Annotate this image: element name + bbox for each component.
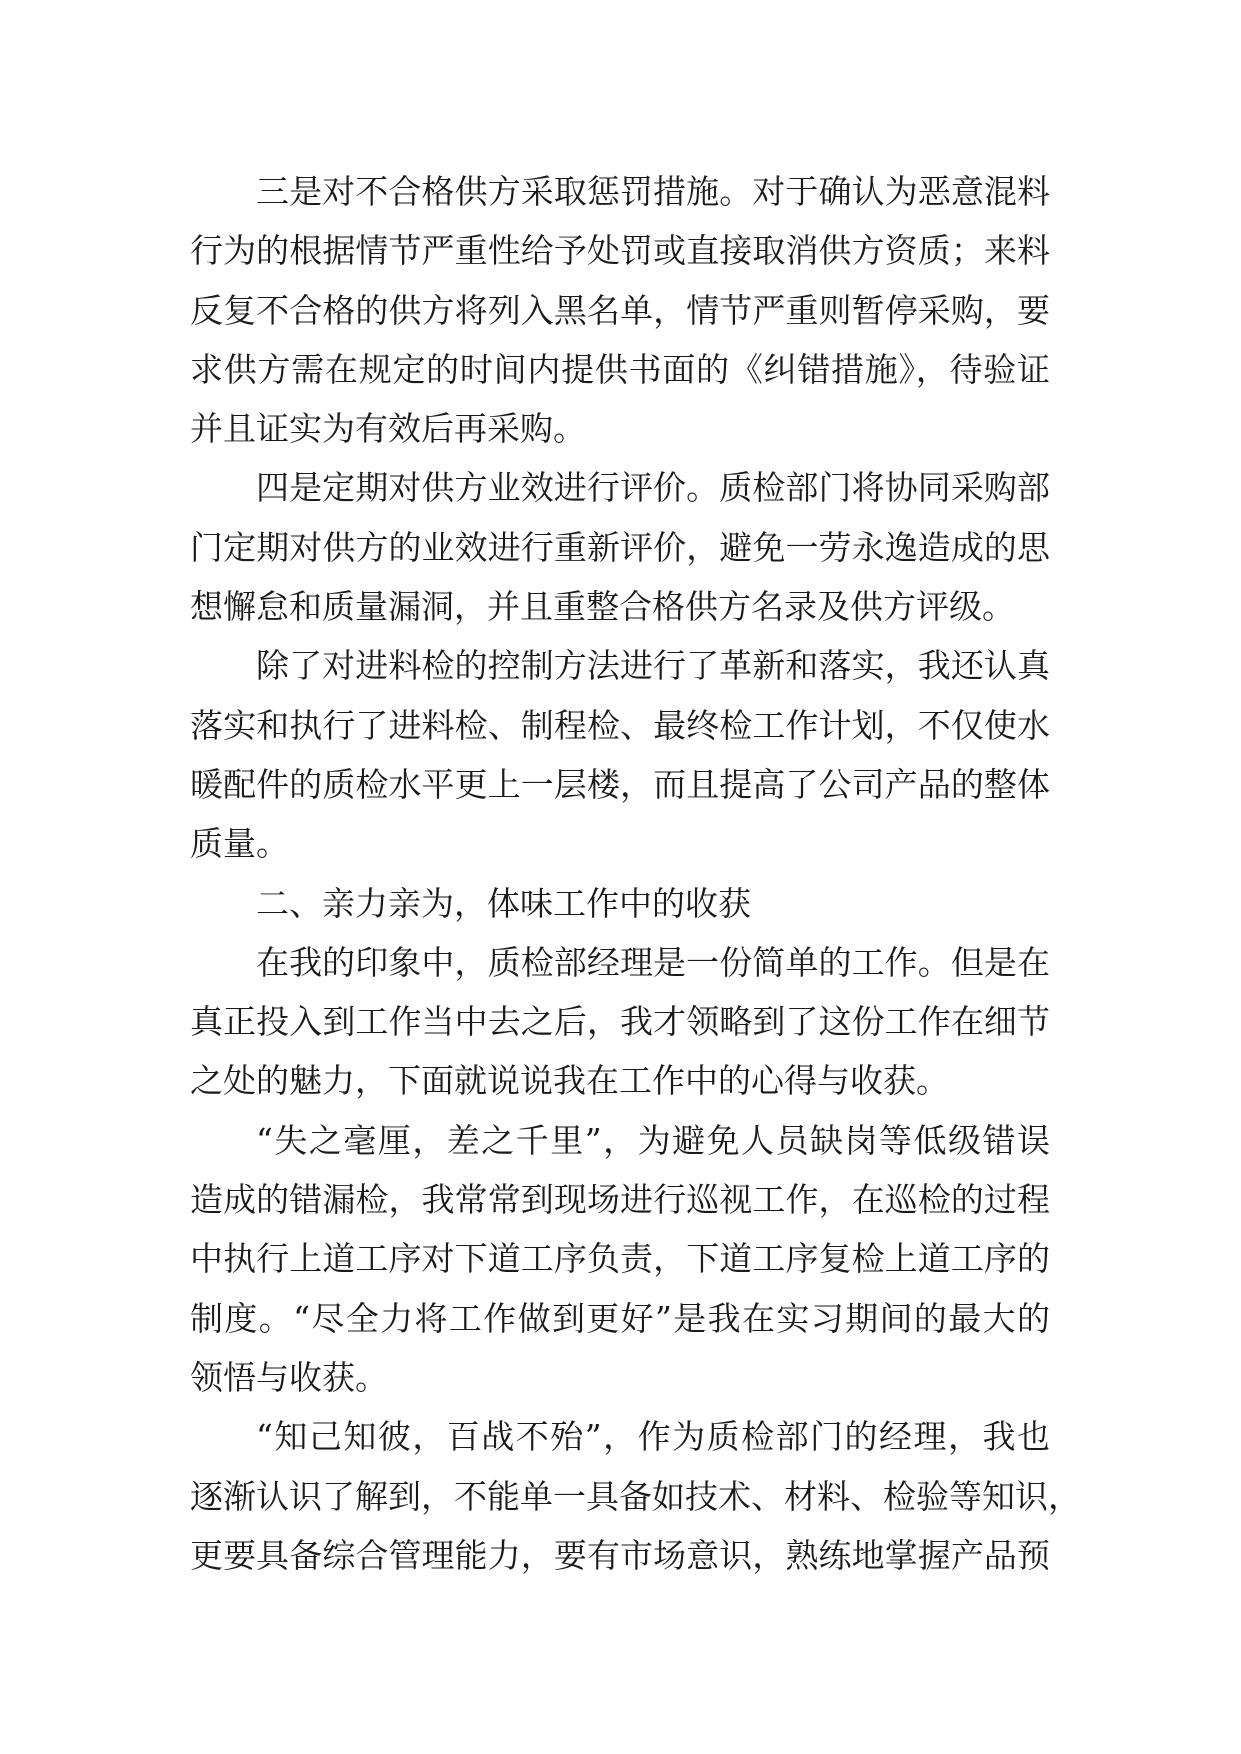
paragraph-inspection-rounds bbox=[190, 1111, 1050, 1407]
text-line: 行为的根据情节严重性给予处罚或直接取消供方资质；来料 bbox=[190, 231, 1050, 271]
text-line: 求供方需在规定的时间内提供书面的《纠错措施》，待验证 bbox=[190, 349, 1050, 389]
paragraph-management-skills bbox=[190, 1407, 1081, 1585]
text-line: 想懈怠和质量漏洞，并且重整合格供方名录及供方评级。 bbox=[190, 587, 1015, 627]
text-line: 除了对进料检的控制方法进行了革新和落实，我还认真 bbox=[256, 646, 1050, 686]
text-line: 领悟与收获。 bbox=[190, 1357, 388, 1397]
text-line: 之处的魅力，下面就说说我在工作中的心得与收获。 bbox=[190, 1061, 949, 1101]
text-line: 质量。 bbox=[190, 824, 289, 864]
text-line: “失之毫厘，差之千里”，为避免人员缺岗等低级错误 bbox=[256, 1120, 1050, 1160]
text-line: 门定期对供方的业效进行重新评价，避免一劳永逸造成的思 bbox=[190, 527, 1050, 567]
paragraph-supplier-penalty bbox=[190, 162, 1050, 458]
document-body bbox=[190, 162, 1081, 1585]
text-line: 四是定期对供方业效进行评价。质检部门将协同采购部 bbox=[256, 468, 1050, 508]
text-line: 制度。“尽全力将工作做到更好”是我在实习期间的最大的 bbox=[190, 1298, 1050, 1338]
text-line: 并且证实为有效后再采购。 bbox=[190, 409, 586, 449]
text-line: 中执行上道工序对下道工序负责，下道工序复检上道工序的 bbox=[190, 1239, 1050, 1279]
text-line: 反复不合格的供方将列入黑名单，情节严重则暂停采购，要 bbox=[190, 290, 1050, 330]
text-line: 暖配件的质检水平更上一层楼，而且提高了公司产品的整体 bbox=[190, 764, 1050, 804]
text-line: 真正投入到工作当中去之后，我才领略到了这份工作在细节 bbox=[190, 1002, 1050, 1042]
text-line: 更要具备综合管理能力，要有市场意识，熟练地掌握产品预 bbox=[190, 1535, 1050, 1575]
text-line: 三是对不合格供方采取惩罚措施。对于确认为恶意混料 bbox=[256, 172, 1050, 211]
section-heading-text: 二、亲力亲为，体味工作中的收获 bbox=[256, 883, 751, 923]
paragraph-impression bbox=[190, 933, 1050, 1111]
paragraph-supplier-evaluation bbox=[190, 458, 1050, 636]
text-line: 逐渐认识了解到，不能单一具备如技术、材料、检验等知识， bbox=[190, 1476, 1081, 1516]
text-line: “知己知彼，百战不殆”，作为质检部门的经理，我也 bbox=[256, 1417, 1050, 1457]
text-line: 造成的错漏检，我常常到现场进行巡视工作，在巡检的过程 bbox=[190, 1180, 1050, 1220]
text-line: 在我的印象中，质检部经理是一份简单的工作。但是在 bbox=[256, 942, 1050, 982]
section-heading bbox=[190, 874, 1050, 933]
text-line: 落实和执行了进料检、制程检、最终检工作计划，不仅使水 bbox=[190, 705, 1050, 745]
paragraph-inspection-plan bbox=[190, 636, 1050, 873]
